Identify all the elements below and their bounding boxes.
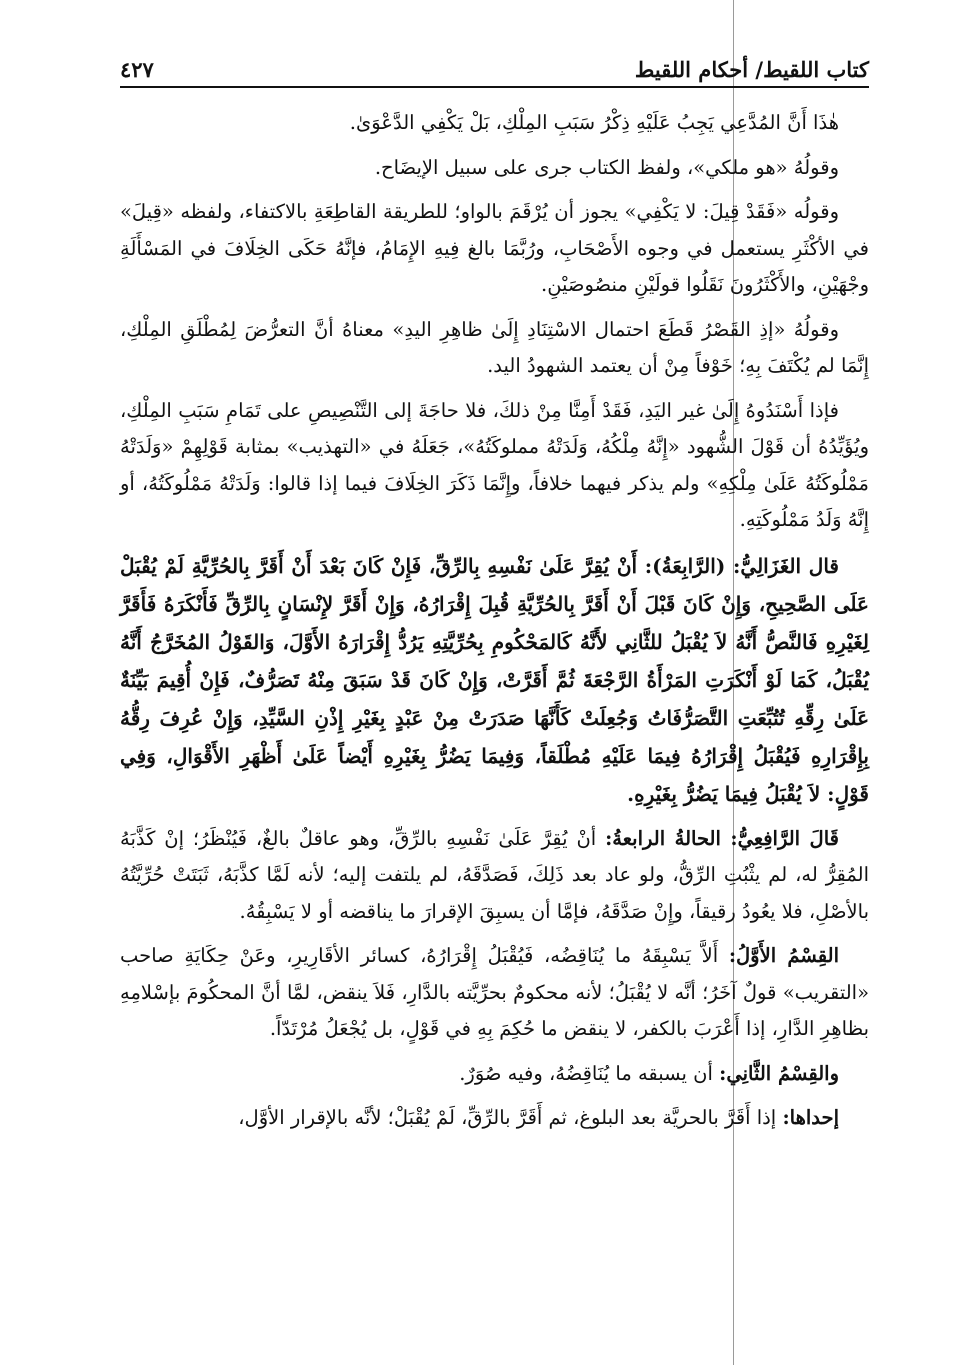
paragraph-lead: إحداها:: [782, 1106, 839, 1129]
page-number: ٤٢٧: [120, 57, 154, 82]
paragraph-text: فإذا أَسْنَدُوهُ إِلَىٰ غير اليَدِ، فَقَدْ أَمِنَّا مِنْ ذلكَ، فلا حاجَةَ إلى التَّنْصِيصِ على تَمَامِ سَبَبِ المِلْكِ، ويُؤَيِّدُهُ أن قَوْلَ الشُّهود «إِنَّهُ مِلْكُهُ، وَلَدَتْهُ مملوكَتُهُ»، جَعَلَهُ في «التهذيب» بمثابة قَوْلِهِمْ «وَلَدَتْهُ مَمْلُوكَتُهُ عَلَىٰ مِلْكِهِ» ولم يذكر فيهما خلافاً، وإِنَّمَا ذَكَرَ الخِلَافَ فيما إذا قالوا: وَلَدَتْهُ مَمْلُوكَتُهُ، أو إِنَّهُ وَلَدُ مَمْلُوكَتِهِ.: [120, 398, 869, 531]
paragraph-text: وقولُهُ «هو ملكي»، ولفظ الكتاب جرى على سبيل الإيضَاح.: [374, 155, 839, 179]
paragraph: [120, 105, 869, 142]
paragraph: [120, 938, 869, 1048]
paragraph-text: قال الغَزَالِيُّ: (الرَّابِعَةُ): أَنْ يُقِرَّ عَلَىٰ نَفْسِهِ بِالرِّقِّ، فَإِنْ كَانَ بَعْدَ أَنْ أَقَرَّ بِالحُرِّيَّةِ لَمْ يُقْبَلْ عَلَى الصَّحِيحِ، وَإِنْ كَانَ قَبْلَ أَنْ أَقَرَّ بِالحُرِّيَّةِ قُبِلَ إِقْرَارُهُ، وَإِنْ أَقَرَّ لإِنْسَانٍ بِالرِّقِّ فَأَنْكَرَهُ فَأَقَرَّ لِغَيْرِهِ فَالنَّصُّ أَنَّهُ لاَ يُقْبَلُ للثَّانِي لأَنَّهُ كَالمَحْكُومِ بِحُرِّيَّتِهِ يَرُدُّ إِقْرَارَهُ الأَوَّلَ، وَالقَوْلُ المُخَرَّجُ أَنَّهُ يُقْبَلُ، كَمَا لَوْ أَنْكَرَتِ المَرْأَةُ الرَّجْعَةَ ثُمَّ أَقَرَّتْ، وَإِنْ كَانَ قَدْ سَبَقَ مِنْهُ تَصَرُّفٌ، فَإِنْ أُقِيمَ بَيِّنَةٌ عَلَىٰ رِقِّهِ تُتُبِّعَتِ التَّصَرُّفَاتُ وَجُعِلَتْ كَأَنَّهَا صَدَرَتْ مِنْ عَبْدٍ بِغَيْرِ إِذْنِ السَّيِّدِ، وَإِنْ عُرِفَ رِقُّهُ بِإِقْرَارِهِ فَيُقْبَلُ إِقْرَارُهُ فِيمَا عَلَيْهِ مُطْلَقاً، وَفِيمَا يَضُرُّ بِغَيْرِهِ أَيْضاً عَلَىٰ أَظْهَرِ الأَقْوَالِ، وَفِي قَوْلٍ: لاَ يُقْبَلُ فِيمَا يَضُرُّ بِغَيْرِهِ.: [120, 553, 869, 806]
paragraph: [120, 1056, 869, 1093]
paragraph: [120, 194, 869, 304]
paragraph: [120, 150, 869, 187]
paragraph: [120, 821, 869, 931]
page-header: [120, 42, 869, 88]
paragraph-text: وقولُهُ «إذِ القَصْرُ قَطَعَ احتمال الاسْتِنَادِ إِلَىٰ ظاهِرِ اليدِ» معناهُ أنَّ التعرُّضَ لِمُطْلَقِ المِلْكِ، إِنَّمَا لم يُكْتَفَ بِهِ؛ خَوْفاً مِنْ أن يعتمد الشهودُ اليد.: [120, 317, 869, 377]
paragraph-text: أَلاَّ يَسْبِقَهُ ما يُنَاقِضُه، فَيُقْبَلُ إِقْرَارُهُ، كسائر الأقَارِيرِ، وعَنْ حِكَايَةِ صاحب «التقريب» قولٌ آخَرُ؛ أنَّه لا يُقْبَلُ؛ لأنه محكومٌ بحرِّيَّته بالدَّارِ، فَلاَ ينقض، لمَّا أنَّ المحكُومَ بإسْلامِهِ بظاهِرِ الدَّارِ، إذا أَعْرَبَ بالكفر، لا ينقض ما حُكِمَ بِهِ في قَوْلٍ، بل يُجْعَلُ مُرْتَدّاً.: [120, 944, 869, 1040]
paragraph-text: هٰذَا أَنَّ المُدَّعِي يَجِبُ عَلَيْهِ ذِكْرُ سَبَبِ المِلْكِ، بَلْ يَكْفِي الدَّعْوَىٰ.: [349, 111, 839, 134]
paragraph-lead: والقِسْمُ الثَّانِي:: [719, 1061, 839, 1085]
paragraph: [120, 312, 869, 385]
running-title: كتاب اللقيط/ أحكام اللقيط: [634, 57, 869, 82]
paragraph-lead: القِسْمُ الأَوَّلُ:: [728, 944, 839, 967]
paragraph-text: أن يسبقه ما يُنَاقِضُهُ، وفيه صُوَرٌ.: [459, 1061, 720, 1085]
page-body: [120, 105, 869, 1145]
paragraph: [120, 1100, 869, 1137]
paragraph-text: وقولُه «فَقَدْ قِيلَ: لا يَكْفِي» يجوز أن يُرْقَمَ بالواو؛ للطريقة القاطِعَةِ بالاكتفاء، ولفظه «قِيلَ» في الأكْثَرِ يستعمل في وجوه الأَصْحَابِ، ورُبَّمَا بالغ فِيهِ الإِمَامُ، فإنَّهُ حَكَى الخِلَافَ في المَسْأَلَةِ وجْهَيْنِ، والأَكْثَرُونَ نَقَلُوا قولَيْنِ منصُوصَيْنِ.: [120, 200, 869, 296]
matn-paragraph: [120, 547, 869, 813]
paragraph-lead: قَالَ الرَّافِعِيُّ: الحالةُ الرابعةُ:: [605, 826, 839, 850]
paragraph-text: إذا أَقَرَّ بالحريَّة بعد البلوغ، ثم أَقَرَّ بالرِّقِّ، لَمْ يُقْبَلْ؛ لأنَّه بالإقرار الأوَّل،: [238, 1106, 783, 1129]
paragraph-text: أنْ يُقِرَّ عَلَىٰ نَفْسِهِ بالرِّقِّ، وهو عاقلٌ بالغٌ، فَيُنْظَرُ؛ إنْ كَذَّبَهُ المُقِرُّ له، لم يثْبُتِ الرِّقُّ، ولو عاد بعد ذَلِكَ، فَصَدَّقَهُ، لم يلتفت إليه؛ لأنه لَمَّا كذَّبَهُ، ثَبَتَتْ حُرِّيَّتُهُ بالأصْلِ، فلا يعُودُ رقيقاً، وإِنْ صَدَّقَهُ، فإمَّا أن يسبِقَ الإقرارَ ما يناقضه أو لا يَسْبِقُهُ.: [120, 826, 869, 923]
paragraph: [120, 393, 869, 539]
